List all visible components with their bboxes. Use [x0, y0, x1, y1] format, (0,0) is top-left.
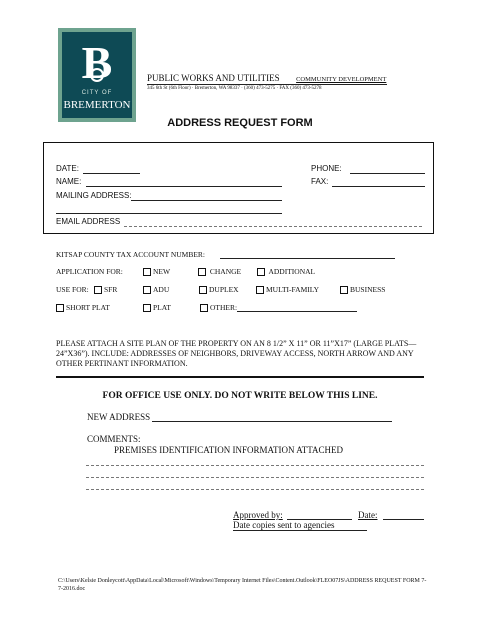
use-label: USE FOR:: [56, 285, 89, 294]
option-short-plat-label: SHORT PLAT: [66, 303, 110, 312]
date-field[interactable]: [83, 173, 140, 174]
city-logo: [58, 28, 136, 122]
copies-label: Date copies sent to agencies: [233, 520, 335, 530]
tax-field[interactable]: [220, 258, 395, 259]
option-short-plat[interactable]: [56, 303, 110, 312]
new-address-label: NEW ADDRESS: [87, 412, 151, 422]
divider-line: [56, 376, 424, 378]
email-label: EMAIL ADDRESS: [56, 217, 121, 226]
mailing-label: MAILING ADDRESS:: [56, 191, 132, 200]
option-duplex[interactable]: [199, 285, 239, 294]
logo-city-of: CITY OF: [81, 90, 113, 96]
email-field[interactable]: [124, 226, 422, 227]
checkbox-icon[interactable]: [199, 286, 207, 294]
option-business-label: BUSINESS: [350, 285, 386, 294]
checkbox-icon[interactable]: [200, 304, 208, 312]
name-field[interactable]: [86, 186, 282, 187]
approved-date-field[interactable]: [383, 519, 424, 520]
option-additional[interactable]: [257, 267, 315, 276]
option-plat[interactable]: [143, 303, 171, 312]
date-label: DATE:: [56, 164, 79, 173]
checkbox-icon[interactable]: [340, 286, 348, 294]
mailing-field-line2[interactable]: [56, 213, 282, 214]
ship-wheel-icon: [90, 68, 104, 82]
option-plat-label: PLAT: [153, 303, 171, 312]
option-duplex-label: DUPLEX: [209, 285, 239, 294]
phone-field[interactable]: [350, 173, 425, 174]
option-other-label: OTHER:: [210, 303, 238, 312]
other-field[interactable]: [237, 311, 357, 312]
premises-note: PREMISES IDENTIFICATION INFORMATION ATTACHED: [114, 445, 344, 455]
approved-label: Approved by:: [233, 510, 283, 520]
application-label: APPLICATION FOR:: [56, 267, 123, 276]
file-path-footer: C:\Users\Kelsie Donleycott\AppData\Local\Microsoft\Windows\Temporary Internet Files\Content.Outlook\FLEO07JS\ADDRESS REQUEST FORM 7-7-2016.doc: [58, 578, 427, 592]
option-new-label: NEW: [153, 267, 171, 276]
checkbox-icon[interactable]: [198, 268, 206, 276]
office-heading: FOR OFFICE USE ONLY. DO NOT WRITE BELOW THIS LINE.: [102, 391, 378, 401]
checkbox-icon[interactable]: [143, 268, 151, 276]
option-sfr[interactable]: [94, 285, 117, 294]
option-multi-family-label: MULTI-FAMILY: [266, 285, 319, 294]
dept-heading: [147, 73, 386, 83]
dept-name: PUBLIC WORKS AND UTILITIES: [147, 73, 280, 83]
dept-subtitle: COMMUNITY DEVELOPMENT: [296, 76, 387, 83]
comment-line[interactable]: [86, 489, 424, 490]
approved-date-label: Date:: [358, 510, 378, 520]
form-title: ADDRESS REQUEST FORM: [167, 117, 313, 129]
option-change[interactable]: [198, 267, 241, 276]
option-adu[interactable]: [143, 285, 169, 294]
tax-label: KITSAP COUNTY TAX ACCOUNT NUMBER:: [56, 250, 205, 259]
checkbox-icon[interactable]: [94, 286, 102, 294]
fax-label: FAX:: [311, 177, 329, 186]
option-change-label: CHANGE: [209, 267, 242, 276]
dept-address: 345 6th St (6th Floor) · Bremerton, WA 98337 · (360) 473-5275 · FAX (360) 473-5278: [147, 86, 322, 91]
name-label: NAME:: [56, 177, 82, 186]
option-additional-label: ADDITIONAL: [268, 267, 316, 276]
option-adu-label: ADU: [153, 285, 170, 294]
checkbox-icon[interactable]: [257, 268, 265, 276]
logo-panel: [62, 32, 132, 118]
new-address-field[interactable]: [152, 421, 392, 422]
copies-field[interactable]: [233, 530, 367, 531]
checkbox-icon[interactable]: [56, 304, 64, 312]
comment-line[interactable]: [86, 477, 424, 478]
option-other[interactable]: [200, 303, 237, 312]
comments-label: COMMENTS:: [87, 434, 141, 444]
checkbox-icon[interactable]: [143, 286, 151, 294]
logo-bremerton: BREMERTON: [63, 99, 131, 111]
mailing-field[interactable]: [131, 200, 282, 201]
option-business[interactable]: [340, 285, 385, 294]
option-sfr-label: SFR: [104, 285, 118, 294]
phone-label: PHONE:: [311, 164, 342, 173]
logo-letter: B: [81, 37, 113, 88]
option-new[interactable]: [143, 267, 170, 276]
checkbox-icon[interactable]: [256, 286, 264, 294]
comment-line[interactable]: [86, 465, 424, 466]
header-rule: [147, 84, 387, 85]
option-multi-family[interactable]: [256, 285, 319, 294]
instructions: PLEASE ATTACH A SITE PLAN OF THE PROPERTY ON AN 8 1/2” X 11” OR 11”X17” (LARGE PLATS—24”X36”). INCLUDE: ADDRESSES OF NEIGHBORS, DRIVEWAY ACCESS, NORTH ARROW AND ANY OTHER PERTINANT INFORMATION.: [56, 339, 417, 368]
checkbox-icon[interactable]: [143, 304, 151, 312]
fax-field[interactable]: [332, 186, 425, 187]
